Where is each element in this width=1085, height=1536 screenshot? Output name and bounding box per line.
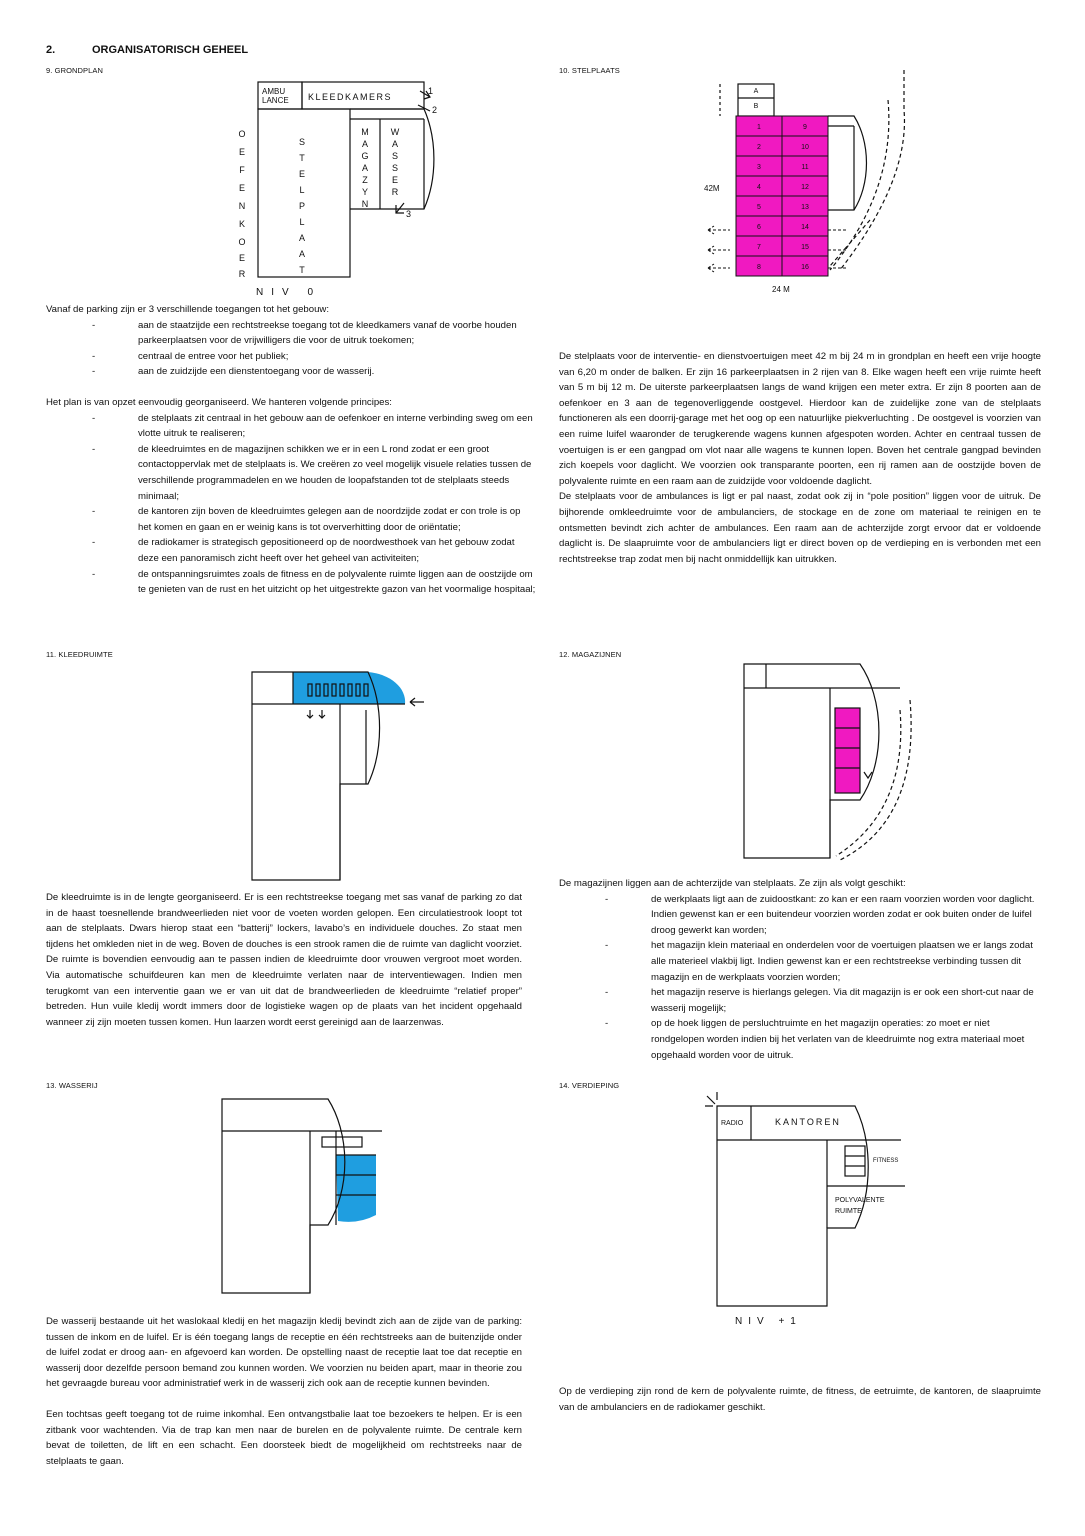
svg-text:E: E <box>298 169 306 179</box>
svg-text:E: E <box>238 147 246 157</box>
magazijnen-intro: De magazijnen liggen aan de achterzijde van stelplaats. Ze zijn als volgt geschikt: <box>559 878 906 889</box>
dim-width: 24 M <box>772 285 790 294</box>
label-a: A <box>753 88 759 95</box>
sketch-verdieping <box>705 1092 915 1330</box>
svg-text:S: S <box>391 151 399 161</box>
svg-text:E: E <box>238 253 246 263</box>
bay-label: 15 <box>801 244 809 251</box>
principle-item: - de radiokamer is strategisch gepositioneerd op de noordwesthoek van het gebouw zodat deze een panoramisch zicht heeft over het geheel van activiteiten; <box>46 535 536 566</box>
magazijn-item: - het magazijn klein materiaal en onderdelen voor de voertuigen plaatsen we er langs zodat alle materieel vlakbij ligt. Indien gewenst kan er een rechtstreekse verbinding tussen dit magazijn en de werkplaats voorzien worden; <box>559 938 1041 985</box>
principle-item: - de kleedruimtes en de magazijnen schikken we er in een L rond zodat er een groot contactoppervlak met de stelplaats is. We creëren zo veel mogelijk visuele relaties tussen de verschillende programmadelen en we houden de loopafstanden tot de stelplaats steeds minimaal; <box>46 442 536 504</box>
label-radio: RADIO <box>721 1120 744 1127</box>
principles-intro: Het plan is van opzet eenvoudig georganiseerd. We hanteren volgende principes: <box>46 396 392 408</box>
bay-label: 7 <box>757 244 761 251</box>
magazijnen-highlight <box>835 708 860 793</box>
svg-text:A: A <box>361 163 369 173</box>
arrow-2-label: 2 <box>432 105 438 115</box>
sketch-grondplan <box>230 75 460 305</box>
svg-text:R: R <box>391 187 399 197</box>
verdieping-text: Op de verdieping zijn rond de kern de polyvalente ruimte, de fitness, de eetruimte, de kantoren, de slaapruimte van de ambulanciers en de radiokamer geschikt. <box>559 1386 1041 1413</box>
label-lance: LANCE <box>262 96 289 105</box>
stelplaats-paragraph: De stelplaats voor de interventie- en dienstvoertuigen meet 42 m bij 24 m in grondplan en heeft een vrije hoogte van 6,20 m onder de balken. Er zijn 16 parkeerplaatsen in 2 rijen van 8. Elke wagen heeft een vrije ruimte heeft van 5 m bij 12 m. De uiterste parkeerplaatsen langs de wand krijgen een meter extra. Er zijn 8 poorten aan de oefenkoer en 3 aan de tegenoverliggende oostgevel. Hierdoor kan de zuidelijke zone van de stelplaats functioneren als een doorrij-garage met het oog op een natuurlijke piekverluchting . De oostgevel is voorzien van een ruime luifel waaronder de terugkerende wagens kunnen afgespoten worden. Achter en centraal tussen de voertuigen is er een gangpad om vlot naar alle wagens te kunnen lopen. Boven het centrale gangpad bevinden zich koepels voor daglicht. We voorzien ook transparante poorten, een rij ramen aan de oostzijde boven de polyvalente ruimte en een raam aan de zuidzijde voor voldoende daglicht. <box>559 351 1041 487</box>
label-fitness: FITNESS <box>873 1158 899 1164</box>
caption-kleedruimte: 11. KLEEDRUIMTE <box>46 650 113 659</box>
svg-text:E: E <box>391 175 399 185</box>
principle-item: - de stelplaats zit centraal in het gebouw aan de oefenkoer en interne verbinding sweg om een vlotte uitruk te realiseren; <box>46 411 536 442</box>
stelplaats-text <box>559 349 1041 567</box>
access-item: - aan de staatzijde een rechtstreekse toegang tot de kleedkamers vanaf de voorbe houden parkeerplaatsen voor de vrijwilligers die voor de uitruk toekomen; <box>46 318 536 349</box>
label-niv0: NIV 0 <box>256 287 322 298</box>
label-b: B <box>753 103 759 110</box>
label-ambu: AMBU <box>262 87 286 96</box>
bay-label: 3 <box>757 164 761 171</box>
svg-text:O: O <box>238 237 246 247</box>
caption-verdieping: 14. VERDIEPING <box>559 1081 620 1090</box>
bay-label: 9 <box>803 124 807 131</box>
bay-label: 1 <box>757 124 761 131</box>
svg-text:O: O <box>238 129 246 139</box>
svg-text:E: E <box>238 183 246 193</box>
principle-item: - de ontspanningsruimtes zoals de fitness en de polyvalente ruimte liggen aan de oostzijde om te genieten van de rust en het uitzicht op het uitgestrekte gazon van het voormalige hospitaal; <box>46 567 536 598</box>
sketch-stelplaats <box>700 70 920 300</box>
section-number: 2. <box>46 44 56 56</box>
access-item: - aan de zuidzijde een dienstentoegang voor de wasserij. <box>46 364 536 380</box>
svg-text:K: K <box>238 219 246 229</box>
svg-text:A: A <box>298 233 306 243</box>
magazijn-item: - op de hoek liggen de persluchtruimte en het magazijn operaties: zo moet er niet rondgelopen worden indien bij het verlaten van de kleedruimte nog extra materiaal moet opgehaald worden voor de uitruk. <box>559 1016 1041 1063</box>
svg-text:A: A <box>391 139 399 149</box>
svg-text:T: T <box>299 265 305 275</box>
label-kantoren: KANTOREN <box>775 1117 841 1127</box>
bay-label: 4 <box>757 184 761 191</box>
arrow-1-label: 1 <box>428 86 434 96</box>
stelplaats-paragraph: De stelplaats voor de ambulances is ligt er pal naast, zodat ook zij in “pole position” liggen voor de uitruk. De bijhorende omkleedruimte voor de ambulanciers, de stockage en de zone om materiaal te reinigen en te ontsmetten bevindt zich achter de ambulances. Een raam aan de achterzijde zorgt ervoor dat er voldoende daglicht is. De slaapruimte voor de ambulanciers ligt er direct boven op de verdieping en is verbonden met een rechtstreekse trap zodat men bij nacht onmiddellijk kan uitrukken. <box>559 491 1041 565</box>
wasserij-paragraph: De wasserij bestaande uit het waslokaal kledij en het magazijn kledij bevindt zich aan de zijde van de parking: tussen de inkom en de luifel. Er is één toegang langs de receptie en één rechtstreeks aan de buitenzijde onder de luifel zodat er droog aan- en afgevoerd kan worden. De opstelling naast de receptie laat toe dat receptie en wasserij door dezelfde persoon bemand zou kunnen worden. We voorzien nu beiden apart, maar in theorie zou het gevraagde bureau voor administratief werk in de wasserij zich ook aan de receptie kunnen bevinden. <box>46 1316 522 1390</box>
bay-label: 6 <box>757 224 761 231</box>
principle-item: - de kantoren zijn boven de kleedruimtes gelegen aan de noordzijde zodat er con trole is op het komen en gaan en er weinig kans is tot oververhitting door de oriëntatie; <box>46 504 536 535</box>
svg-text:L: L <box>299 185 305 195</box>
bay-label: 12 <box>801 184 809 191</box>
access-intro: Vanaf de parking zijn er 3 verschillende toegangen tot het gebouw: <box>46 304 330 315</box>
bay-label: 5 <box>757 204 761 211</box>
section-title: ORGANISATORISCH GEHEEL <box>92 44 249 56</box>
caption-magazijnen: 12. MAGAZIJNEN <box>559 650 622 659</box>
arrow-3-label: 3 <box>406 209 412 219</box>
grondplan-text <box>46 302 536 598</box>
magazijnen-text <box>559 876 1041 1063</box>
sketch-kleedruimte <box>248 668 438 888</box>
svg-text:M: M <box>361 127 369 137</box>
wasserij-paragraph: Een tochtsas geeft toegang tot de ruime inkomhal. Een ontvangstbalie laat toe bezoekers te helpen. Er is een zitbank voor wachtenden. Via de trap kan men naar de burelen en de polyvalente ruimte. De centrale kern bevat de toiletten, de lift en een schacht. Een doorsteek biedt de mogelijkheid om rechtstreeks naar de stelplaats te gaan. <box>46 1408 522 1467</box>
label-kleedkamers: KLEEDKAMERS <box>308 92 393 102</box>
bay-label: 10 <box>801 144 809 151</box>
bay-label: 14 <box>801 224 809 231</box>
svg-text:W: W <box>390 127 400 137</box>
bay-label: 13 <box>801 204 809 211</box>
magazijn-item: - het magazijn reserve is hierlangs gelegen. Via dit magazijn is er ook een short-cut naar de wasserij mogelijk; <box>559 985 1041 1016</box>
svg-text:A: A <box>298 249 306 259</box>
caption-grondplan: 9. GRONDPLAN <box>46 66 104 75</box>
caption-stelplaats: 10. STELPLAATS <box>559 66 620 75</box>
sketch-wasserij <box>218 1095 418 1303</box>
label-polyvalente: POLYVALENTE <box>835 1197 885 1204</box>
svg-text:F: F <box>239 165 245 175</box>
svg-text:A: A <box>361 139 369 149</box>
svg-text:Y: Y <box>361 187 369 197</box>
svg-text:L: L <box>299 217 305 227</box>
label-niv1: NIV +1 <box>735 1316 802 1327</box>
svg-text:P: P <box>298 201 306 211</box>
svg-text:N: N <box>361 199 369 209</box>
magazijn-item: - de werkplaats ligt aan de zuidoostkant: zo kan er een raam voorzien worden voor daglicht. Indien gewenst kan er een buitendeur voorzien worden zodat er ook buiten onder de luifel droog gewerkt kan worden; <box>559 892 1041 939</box>
svg-text:G: G <box>361 151 369 161</box>
label-ruimte: RUIMTE <box>835 1208 862 1215</box>
svg-text:Z: Z <box>362 175 368 185</box>
svg-text:N: N <box>238 201 246 211</box>
bay-label: 16 <box>801 264 809 271</box>
bay-label: 2 <box>757 144 761 151</box>
wasserij-text <box>46 1314 522 1469</box>
kleedruimte-text: De kleedruimte is in de lengte georganiseerd. Er is een rechtstreekse toegang met sas vanaf de parking zo dat in de haast toesnellende brandweerlieden niet voor de voeten worden gelopen. Een circulatiestrook loopt tot aan de stelplaats. Dwars hierop staat een “batterij” lockers, lavabo’s en individuele douches. Zo staat men tijdens het omkleden niet in de weg. Boven de douches is een strook ramen die de ruimte van daglicht voorziet. De ruimte is bovendien eenvoudig aan te passen indien de kleedruimte door vrouwen vergroot moet worden. Via automatische schuifdeuren kan men de kleedruimte verlaten naar de interventiewagen. Indien men terugkomt van een interventie gaan we er van uit dat de brandweerlieden de kleedruimte “relatief proper” betreden. Hun vuile kledij wordt immers door de logistieke wagen op de plaats van het incident opgehaald wanneer zij zijn moeten tussen komen. Hun laarzen wordt eerst gereinigd aan de laarzenwas. <box>46 892 522 1028</box>
sketch-magazijnen <box>740 660 930 870</box>
svg-text:R: R <box>238 269 246 279</box>
svg-text:S: S <box>298 137 306 147</box>
svg-text:S: S <box>391 163 399 173</box>
bay-label: 8 <box>757 264 761 271</box>
bay-label: 11 <box>801 164 809 171</box>
caption-wasserij: 13. WASSERIJ <box>46 1081 98 1090</box>
dim-height: 42M <box>704 184 720 193</box>
svg-text:T: T <box>299 153 305 163</box>
access-item: - centraal de entree voor het publiek; <box>46 349 536 365</box>
